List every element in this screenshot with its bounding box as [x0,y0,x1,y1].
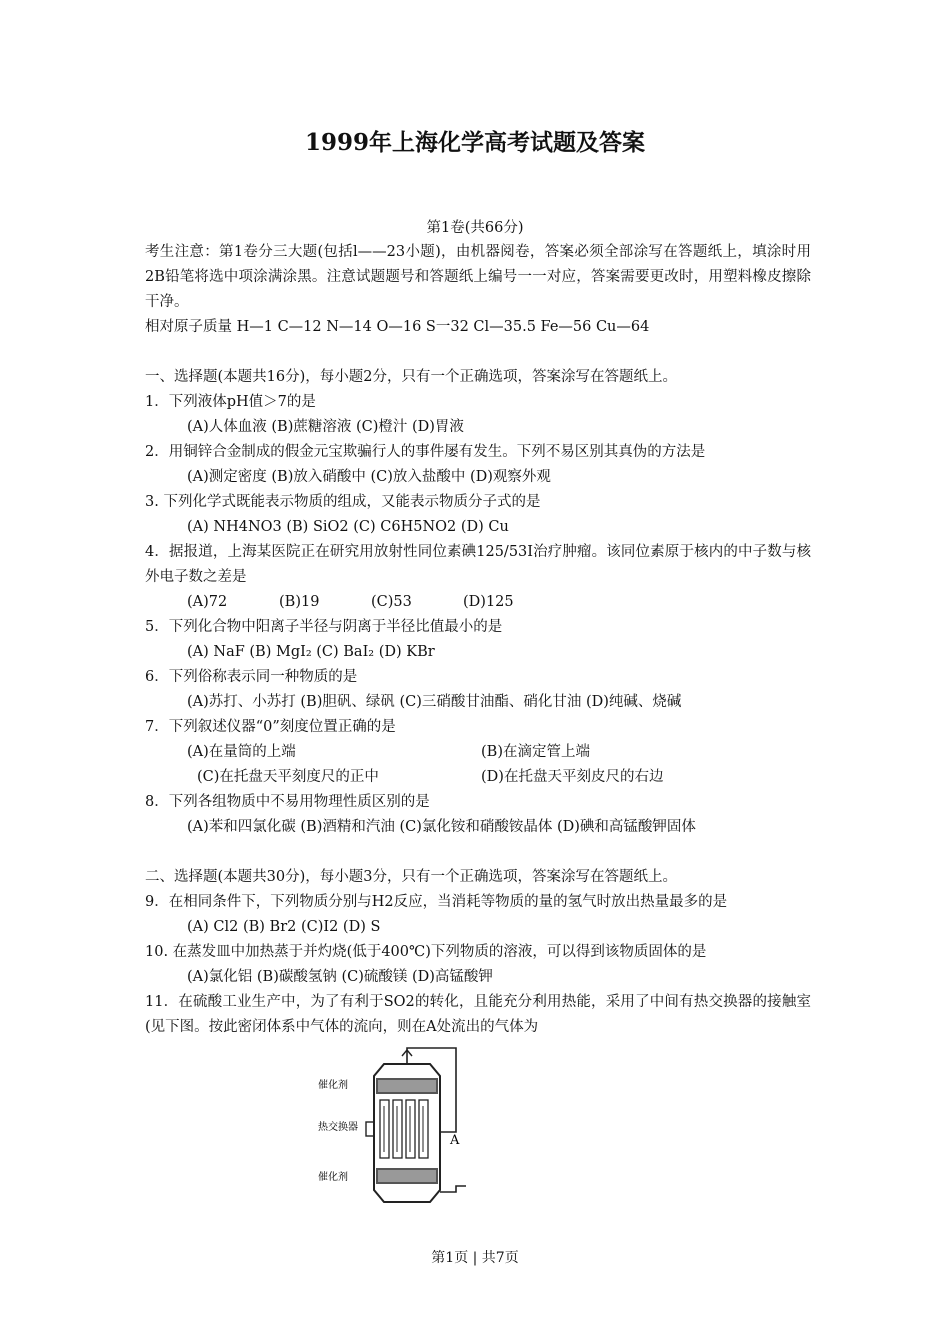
question-7-options-row2 [145,765,811,790]
question-2-options: (A)测定密度 (B)放入硝酸中 (C)放入盐酸中 (D)观察外观 [187,469,551,485]
contact-chamber-diagram [316,1040,486,1220]
question-7-option-b: (B)在滴定管上端 [481,744,590,760]
exam-body [145,240,811,1040]
question-11: 11．在硫酸工业生产中，为了有利于SO2的转化，且能充分利用热能，采用了中间有热交换器的接触室(见下图。按此密闭体系中气体的流向，则在A处流出的气体为 [145,994,811,1035]
question-3-options: (A) NH4NO3 (B) SiO2 (C) C6H5NO2 (D) Cu [187,519,509,535]
question-4-option-d: (D)125 [463,594,514,610]
label-catalyst-bottom: 催化剂 [318,1172,348,1183]
notice-paragraph: 考生注意：第1卷分三大题(包括l——23小题)，由机器阅卷，答案必须全部涂写在答题纸上，填涂时用2B铅笔将选中项涂满涂黑。注意试题题号和答题纸上编号一一对应，答案需要更改时，用塑料橡皮擦除干净。 [145,244,811,310]
question-9: 9．在相同条件下，下列物质分别与H2反应，当消耗等物质的量的氢气时放出热量最多的是 [145,894,728,910]
question-5-options: (A) NaF (B) MgI₂ (C) BaI₂ (D) KBr [187,644,435,660]
question-8-options: (A)苯和四氯化碳 (B)酒精和汽油 (C)氯化铵和硝酸铵晶体 (D)碘和高锰酸钾固体 [187,819,696,835]
question-4: 4．据报道，上海某医院正在研究用放射性同位素碘125/53I治疗肿瘤。该同位素原于核内的中子数与核外电子数之差是 [145,544,811,585]
question-3: 3. 下列化学式既能表示物质的组成，又能表示物质分子式的是 [145,494,541,510]
question-1-options: (A)人体血液 (B)蔗糖溶液 (C)橙汁 (D)胃液 [187,419,464,435]
label-heat-exchanger: 热交换器 [318,1122,358,1133]
question-7-option-a: (A)在量筒的上端 [187,744,296,760]
question-4-options [145,590,811,615]
contact-chamber-figure [316,1040,486,1220]
label-a: A [450,1133,460,1148]
question-2: 2．用铜锌合金制成的假金元宝欺骗行人的事件屡有发生。下列不易区别其真伪的方法是 [145,444,706,460]
question-10: 10. 在蒸发皿中加热蒸于并灼烧(低于400℃)下列物质的溶液，可以得到该物质固体的是 [145,944,707,960]
question-5: 5．下列化合物中阳离子半径与阴离于半径比值最小的是 [145,619,503,635]
question-1: 1．下列液体pH值＞7的是 [145,394,316,410]
question-7-option-d: (D)在托盘天平刻皮尺的右边 [481,769,664,785]
question-9-options: (A) Cl2 (B) Br2 (C)I2 (D) S [187,919,381,935]
question-7-option-c: (C)在托盘天平刻度尺的正中 [197,769,379,785]
volume-heading: 第1卷(共66分) [426,220,524,236]
label-catalyst-top: 催化剂 [318,1080,348,1091]
question-7-options-row1 [145,740,811,765]
question-7: 7．下列叙述仪器“0”刻度位置正确的是 [145,719,396,735]
page-title: 1999年上海化学高考试题及答案 [304,129,645,156]
part2-intro: 二、选择题(本题共30分)，每小题3分，只有一个正确选项，答案涂写在答题纸上。 [145,869,677,885]
question-6-options: (A)苏打、小苏打 (B)胆矾、绿矾 (C)三硝酸甘油酯、硝化甘油 (D)纯碱、烧碱 [187,694,682,710]
question-8: 8．下列各组物质中不易用物理性质区别的是 [145,794,430,810]
question-10-options: (A)氯化铝 (B)碳酸氢钠 (C)硫酸镁 (D)高锰酸钾 [187,969,493,985]
atomic-mass-line: 相对原子质量 H—1 C—12 N—14 O—16 S一32 Cl—35.5 Fe—56 Cu—64 [145,319,650,335]
page-footer: 第1页 | 共7页 [431,1250,519,1266]
question-4-option-a: (A)72 [187,594,228,610]
question-6: 6．下列俗称表示同一种物质的是 [145,669,358,685]
question-4-option-b: (B)19 [279,594,320,610]
part1-intro: 一、选择题(本题共16分)，每小题2分，只有一个正确选项，答案涂写在答题纸上。 [145,369,677,385]
question-4-option-c: (C)53 [371,594,412,610]
